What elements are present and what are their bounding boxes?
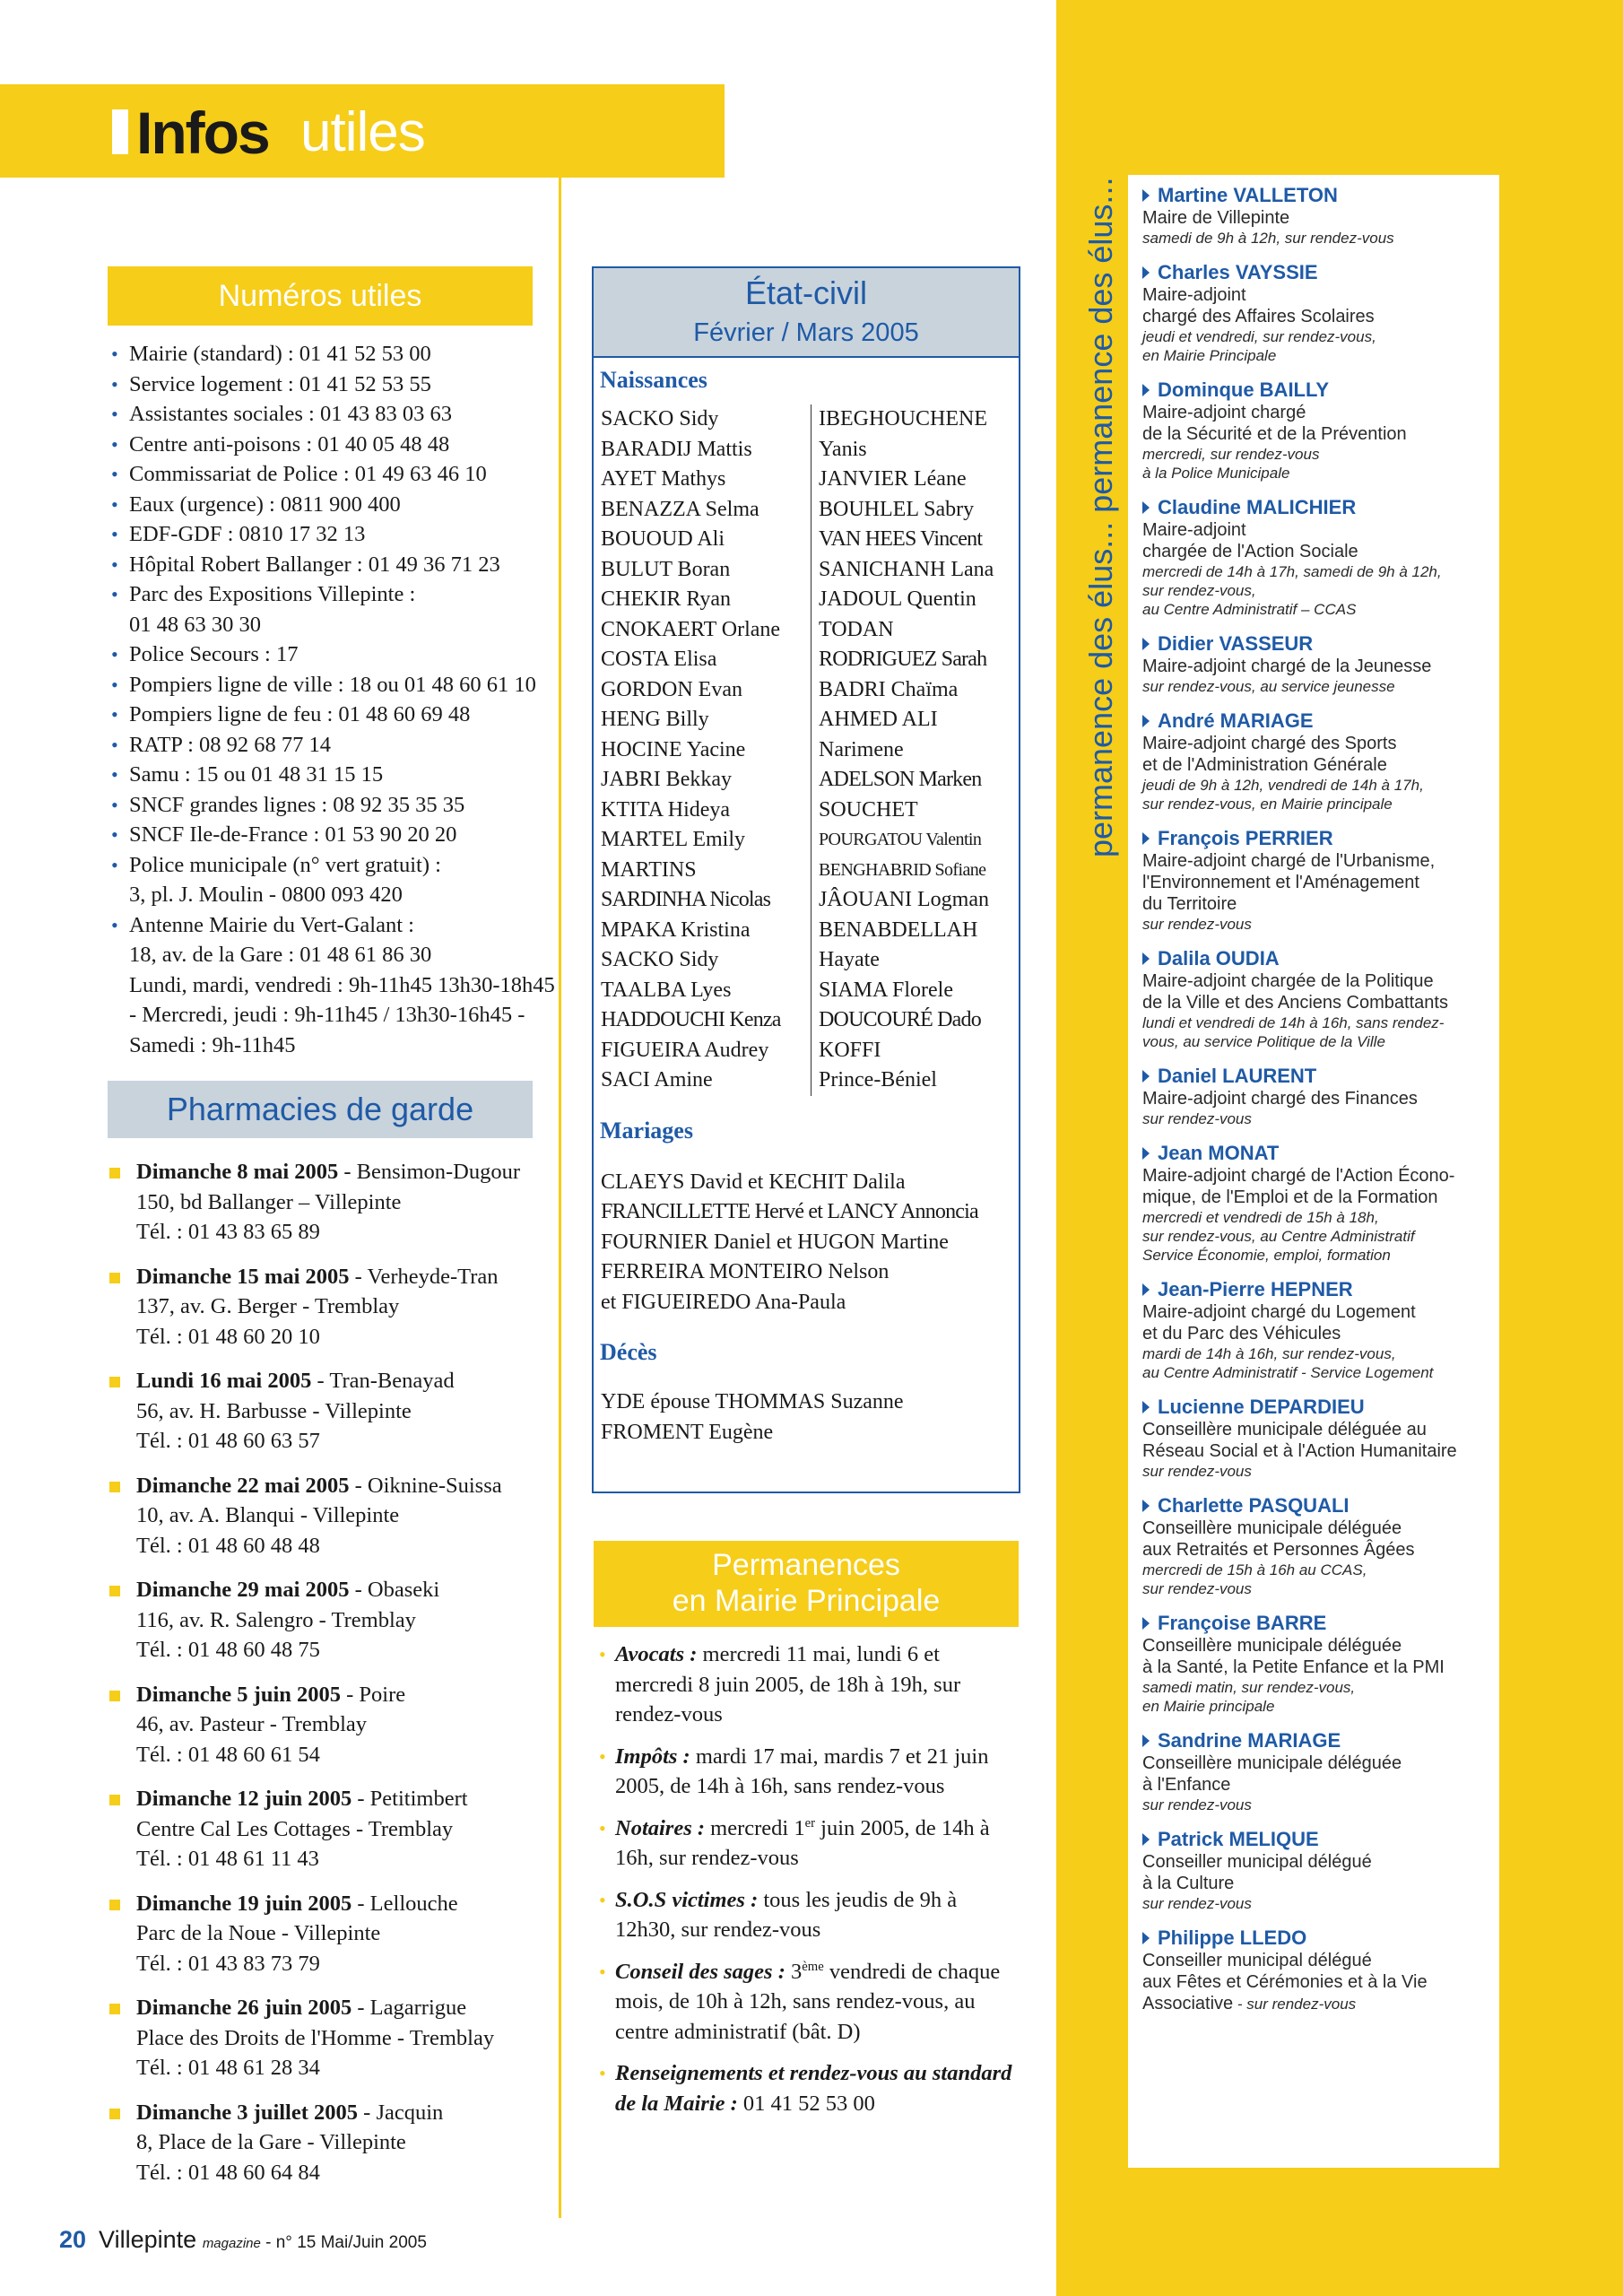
square-bullet-icon — [109, 1273, 120, 1283]
list-item: • Assistantes sociales : 01 43 83 03 63 — [109, 399, 558, 430]
mariages-list — [594, 1168, 1019, 1318]
square-bullet-icon — [109, 1377, 120, 1387]
pharmacy-tel: Tél. : 01 43 83 73 79 — [136, 1951, 320, 1976]
triangle-bullet-icon — [1142, 1070, 1150, 1083]
list-item: MARTEL Emily — [601, 828, 745, 851]
elu-item — [1142, 184, 1490, 248]
list-item: MARTINS — [601, 857, 697, 882]
list-item: BENABDELLAH — [819, 918, 978, 942]
permanence-label: Avocats : — [615, 1642, 698, 1666]
square-bullet-icon — [109, 2004, 120, 2014]
list-item: RODRIGUEZ Sarah — [819, 648, 987, 671]
permanence-text: 3 — [785, 1959, 803, 1984]
elu-schedule: samedi de 9h à 12h, sur rendez-vous — [1142, 230, 1394, 247]
pharmacy-name: - Jacquin — [358, 2100, 444, 2125]
list-item: VAN HEES Vincent — [819, 527, 983, 551]
numeros-utiles-title: Numéros utiles — [108, 266, 533, 326]
list-item: GORDON Evan — [601, 677, 742, 701]
list-item: AHMED ALI — [819, 708, 938, 731]
list-item: POURGATOU Valentin — [819, 830, 982, 849]
pharmacy-item — [109, 1262, 558, 1352]
pharmacy-date: Dimanche 15 mai 2005 — [136, 1264, 350, 1289]
permanences-title — [594, 1541, 1019, 1627]
permanences-list — [599, 1639, 1020, 2130]
list-item: HENG Billy — [601, 708, 709, 731]
list-item: CLAEYS David et KECHIT Dalila — [601, 1170, 906, 1194]
mariages-title: Mariages — [600, 1117, 693, 1144]
numeros-list — [109, 339, 558, 1060]
list-item: TAALBA Lyes — [601, 978, 732, 1002]
pharmacy-address: 10, av. A. Blanqui - Villepinte — [136, 1503, 400, 1527]
elu-name: Charlette PASQUALI — [1158, 1494, 1350, 1517]
etat-civil-title: État-civil — [744, 274, 868, 311]
list-item: Prince-Béniel — [819, 1068, 937, 1091]
list-item: HOCINE Yacine — [601, 737, 746, 761]
list-item: HADDOUCHI Kenza — [601, 1008, 781, 1031]
elu-name: Didier VASSEUR — [1158, 632, 1314, 655]
permanences-title-line2: en Mairie Principale — [672, 1584, 941, 1618]
list-item: JABRI Bekkay — [601, 768, 732, 791]
list-item: • Samu : 15 ou 01 48 31 15 15 — [109, 760, 558, 790]
list-item: BADRI Chaïma — [819, 677, 959, 701]
elu-name: Martine VALLETON — [1158, 184, 1338, 206]
naissances-columns — [594, 404, 1019, 1096]
list-item: BENAZZA Selma — [601, 497, 759, 521]
square-bullet-icon — [109, 1795, 120, 1805]
triangle-bullet-icon — [1142, 952, 1150, 965]
permanence-label: Conseil des sages : — [615, 1959, 785, 1984]
pharmacy-date: Dimanche 29 mai 2005 — [136, 1578, 350, 1602]
elu-schedule: jeudi de 9h à 12h, vendredi de 14h à 17h, sur rendez-vous, en Mairie principale — [1142, 777, 1424, 813]
header-banner — [0, 84, 725, 178]
list-item: FERREIRA MONTEIRO Nelson — [601, 1260, 890, 1283]
elu-role: Maire-adjoint chargée de l'Action Sociale — [1142, 520, 1358, 561]
pharmacy-date: Dimanche 19 juin 2005 — [136, 1891, 352, 1916]
pharmacy-item — [109, 1993, 558, 2083]
list-item: • Centre anti-poisons : 01 40 05 48 48 — [109, 430, 558, 460]
list-item: BULUT Boran — [601, 557, 731, 581]
pharmacy-date: Dimanche 26 juin 2005 — [136, 1996, 352, 2020]
elu-item — [1142, 1065, 1490, 1128]
elu-name: Dominque BAILLY — [1158, 378, 1330, 401]
list-item: SIAMA Florele — [819, 978, 953, 1002]
triangle-bullet-icon — [1142, 1735, 1150, 1747]
list-item: FROMENT Eugène — [601, 1420, 774, 1444]
list-item: • Pompiers ligne de ville : 18 ou 01 48 60 61 10 — [109, 670, 558, 700]
elu-item — [1142, 496, 1490, 619]
magazine-name: Villepinte — [99, 2226, 197, 2253]
elu-role: Maire-adjoint chargé des Finances — [1142, 1089, 1418, 1109]
elu-name: Charles VAYSSIE — [1158, 261, 1318, 283]
list-item: ADELSON Marken — [819, 768, 982, 791]
permanence-sup: er — [804, 1815, 816, 1831]
permanence-text: mercredi 11 mai, lundi 6 et mercredi 8 juin 2005, de 18h à 19h, sur rendez-vous — [615, 1642, 961, 1726]
list-item: BENGHABRID Sofiane — [819, 859, 986, 880]
elu-role: Maire-adjoint chargé de l'Action Écono- mique, de l'Emploi et de la Formation — [1142, 1166, 1455, 1207]
permanence-label: S.O.S victimes : — [615, 1887, 759, 1912]
triangle-bullet-icon — [1142, 501, 1150, 514]
triangle-bullet-icon — [1142, 1500, 1150, 1512]
square-bullet-icon — [109, 1586, 120, 1596]
list-item: Yanis — [819, 437, 867, 461]
elu-role: Conseiller municipal délégué à la Culture — [1142, 1852, 1372, 1893]
pharmacy-name: - Verheyde-Tran — [349, 1264, 499, 1289]
elu-schedule: - sur rendez-vous — [1233, 1996, 1357, 2013]
elu-schedule: mercredi de 15h à 16h au CCAS, sur rendez-vous — [1142, 1561, 1367, 1597]
list-item: SARDINHA Nicolas — [601, 888, 771, 911]
elu-schedule: sur rendez-vous — [1142, 1895, 1252, 1912]
list-item: KOFFI — [819, 1038, 881, 1062]
header-title-bold: Infos — [136, 100, 269, 166]
triangle-bullet-icon — [1142, 715, 1150, 727]
pharmacy-address: 116, av. R. Salengro - Tremblay — [136, 1607, 416, 1632]
elu-schedule: sur rendez-vous — [1142, 1110, 1252, 1127]
naissances-title: Naissances — [600, 367, 707, 393]
pharmacy-tel: Tél. : 01 48 60 48 48 — [136, 1533, 320, 1558]
pharmacy-name: - Bensimon-Dugour — [338, 1160, 521, 1184]
elu-role: Maire de Villepinte — [1142, 208, 1290, 228]
page-number: 20 — [59, 2226, 87, 2253]
list-item: • Antenne Mairie du Vert-Galant : 18, av. de la Gare : 01 48 61 86 30 Lundi, mardi, vendredi : 9h-11h45 13h30-18h45 - Mercredi, jeudi : 9h-11h45 / 13h30-16h45 - Samedi : 9h-11h45 — [109, 910, 558, 1061]
list-item: • SNCF grandes lignes : 08 92 35 35 35 — [109, 790, 558, 821]
list-item: SACKO Sidy — [601, 407, 719, 430]
list-item: • Mairie (standard) : 01 41 52 53 00 — [109, 339, 558, 370]
bullet-icon: • — [599, 1888, 606, 1911]
elu-schedule: sur rendez-vous, au service jeunesse — [1142, 678, 1395, 695]
pharmacy-date: Dimanche 12 juin 2005 — [136, 1787, 352, 1811]
elu-schedule: jeudi et vendredi, sur rendez-vous, en Mairie Principale — [1142, 328, 1376, 364]
triangle-bullet-icon — [1142, 1401, 1150, 1413]
pharmacy-name: - Poire — [341, 1682, 406, 1707]
pharmacy-tel: Tél. : 01 43 83 65 89 — [136, 1220, 320, 1244]
list-item: JÂOUANI Logman — [819, 888, 989, 911]
elu-name: Françoise BARRE — [1158, 1612, 1327, 1634]
triangle-bullet-icon — [1142, 384, 1150, 396]
pharmacy-name: - Tran-Benayad — [311, 1369, 455, 1393]
triangle-bullet-icon — [1142, 1147, 1150, 1160]
list-item: SOUCHET — [819, 797, 918, 822]
pharmacy-tel: Tél. : 01 48 60 64 84 — [136, 2160, 320, 2185]
permanences-title-line1: Permanences — [712, 1548, 900, 1582]
elu-name: Daniel LAURENT — [1158, 1065, 1317, 1087]
elu-item — [1142, 1926, 1490, 2014]
pharmacy-item — [109, 1575, 558, 1665]
elu-schedule: mardi de 14h à 16h, sur rendez-vous, au Centre Administratif - Service Logement — [1142, 1345, 1434, 1381]
bullet-icon: • — [599, 1816, 606, 1839]
pharmacy-date: Dimanche 8 mai 2005 — [136, 1160, 339, 1184]
pharmacy-tel: Tél. : 01 48 60 20 10 — [136, 1324, 320, 1349]
list-item: • Eaux (urgence) : 0811 900 400 — [109, 490, 558, 520]
list-item: • SNCF Ile-de-France : 01 53 90 20 20 — [109, 820, 558, 850]
list-item: SANICHANH Lana — [819, 557, 994, 581]
elu-item — [1142, 1729, 1490, 1814]
triangle-bullet-icon — [1142, 1283, 1150, 1296]
pharmacy-tel: Tél. : 01 48 61 28 34 — [136, 2056, 320, 2080]
permanence-text: mardi 17 mai, mardis 7 et 21 juin 2005, de 14h à 16h, sans rendez-vous — [615, 1744, 989, 1798]
elu-item — [1142, 1278, 1490, 1382]
list-item: SACI Amine — [601, 1068, 713, 1091]
list-item: COSTA Elisa — [601, 648, 717, 671]
elu-role: Conseiller municipal délégué aux Fêtes et Cérémonies et à la Vie Associative — [1142, 1951, 1428, 2013]
pharmacy-date: Dimanche 5 juin 2005 — [136, 1682, 342, 1707]
elu-schedule: samedi matin, sur rendez-vous, en Mairie principale — [1142, 1679, 1356, 1715]
elu-name: Dalila OUDIA — [1158, 947, 1280, 970]
elus-panel — [1128, 175, 1499, 2168]
elu-name: Claudine MALICHIER — [1158, 496, 1357, 518]
pharmacy-name: - Lagarrigue — [352, 1996, 467, 2020]
vertical-label: permanence des élus... permanence des élus... — [1082, 177, 1119, 857]
square-bullet-icon — [109, 2109, 120, 2119]
pharmacy-date: Lundi 16 mai 2005 — [136, 1369, 312, 1393]
elu-role: Maire-adjoint chargé de la Jeunesse — [1142, 657, 1432, 676]
elu-item — [1142, 827, 1490, 934]
pharmacy-address: Centre Cal Les Cottages - Tremblay — [136, 1816, 454, 1841]
pharmacy-tel: Tél. : 01 48 60 61 54 — [136, 1742, 320, 1767]
pharmacy-address: 8, Place de la Gare - Villepinte — [136, 2130, 406, 2154]
pharmacy-address: 150, bd Ballanger – Villepinte — [136, 1189, 402, 1214]
permanence-item — [599, 1639, 1020, 1730]
permanence-sup: ème — [802, 1959, 824, 1974]
permanence-text: juin 2005, de 14h à 16h, sur rendez-vous — [615, 1815, 990, 1870]
list-item: • Police municipale (n° vert gratuit) : 3, pl. J. Moulin - 0800 093 420 — [109, 850, 558, 910]
pharmacy-item — [109, 1889, 558, 1979]
list-item: • EDF-GDF : 0810 17 32 13 — [109, 519, 558, 550]
permanence-item — [599, 1813, 1020, 1874]
elu-schedule: sur rendez-vous — [1142, 1463, 1252, 1480]
pharmacy-tel: Tél. : 01 48 61 11 43 — [136, 1847, 319, 1871]
list-item: FIGUEIRA Audrey — [601, 1038, 769, 1062]
elu-item — [1142, 1828, 1490, 1913]
pharmacy-name: - Oiknine-Suissa — [349, 1473, 502, 1498]
list-item: BARADIJ Mattis — [601, 437, 752, 461]
pharmacy-item — [109, 1157, 558, 1248]
list-item: KTITA Hideya — [601, 797, 731, 822]
pharmacies-list — [109, 1157, 558, 2202]
list-item: TODAN — [819, 617, 894, 641]
footer — [59, 2226, 427, 2254]
elu-item — [1142, 709, 1490, 813]
elu-name: Lucienne DEPARDIEU — [1158, 1396, 1365, 1418]
issue-info: - n° 15 Mai/Juin 2005 — [260, 2233, 427, 2252]
pharmacy-address: 56, av. H. Barbusse - Villepinte — [136, 1398, 412, 1423]
bullet-icon: • — [599, 2062, 606, 2084]
list-item: • Service logement : 01 41 52 53 55 — [109, 370, 558, 400]
pharmacy-item — [109, 1784, 558, 1874]
elu-role: Maire-adjoint chargé du Logement et du Parc des Véhicules — [1142, 1302, 1416, 1344]
pharmacy-tel: Tél. : 01 48 60 48 75 — [136, 1638, 320, 1662]
bullet-icon: • — [599, 1643, 606, 1665]
square-bullet-icon — [109, 1482, 120, 1492]
elu-schedule: mercredi, sur rendez-vous à la Police Municipale — [1142, 446, 1320, 482]
deces-list — [594, 1387, 1019, 1448]
list-item: DOUCOURÉ Dado — [819, 1008, 981, 1031]
etat-civil-box — [592, 266, 1020, 1493]
naissances-col1 — [601, 404, 811, 1096]
list-item: JADOUL Quentin — [819, 587, 976, 611]
list-item: CNOKAERT Orlane — [601, 617, 781, 641]
elu-item — [1142, 261, 1490, 365]
elu-schedule: sur rendez-vous — [1142, 1796, 1252, 1813]
elu-schedule: sur rendez-vous — [1142, 916, 1252, 933]
deces-title: Décès — [600, 1339, 657, 1365]
elu-name: Philippe LLEDO — [1158, 1926, 1307, 1949]
triangle-bullet-icon — [1142, 1833, 1150, 1846]
elu-name: Jean MONAT — [1158, 1142, 1280, 1164]
permanence-text: tous les jeudis de 9h à 12h30, sur rendez-vous — [615, 1887, 958, 1942]
square-bullet-icon — [109, 1900, 120, 1910]
list-item: • Pompiers ligne de feu : 01 48 60 69 48 — [109, 700, 558, 730]
magazine-label: magazine — [202, 2236, 261, 2251]
pharmacy-date: Dimanche 3 juillet 2005 — [136, 2100, 359, 2125]
pharmacy-item — [109, 1680, 558, 1770]
permanence-text: mercredi 1 — [705, 1815, 805, 1840]
triangle-bullet-icon — [1142, 266, 1150, 279]
list-item: et FIGUEIREDO Ana-Paula — [601, 1290, 846, 1314]
pharmacy-address: 46, av. Pasteur - Tremblay — [136, 1712, 367, 1736]
elu-name: Sandrine MARIAGE — [1158, 1729, 1341, 1752]
pharmacy-item — [109, 1366, 558, 1457]
elu-role: Maire-adjoint chargé des Affaires Scolaires — [1142, 285, 1375, 326]
pharmacy-name: - Obaseki — [349, 1578, 440, 1602]
elu-item — [1142, 1142, 1490, 1265]
list-item: • Police Secours : 17 — [109, 639, 558, 670]
list-item: SACKO Sidy — [601, 948, 719, 971]
pharmacy-tel: Tél. : 01 48 60 63 57 — [136, 1429, 320, 1453]
elu-role: Maire-adjoint chargé de la Sécurité et de la Prévention — [1142, 403, 1407, 444]
permanence-item — [599, 2058, 1020, 2118]
elu-item — [1142, 1612, 1490, 1716]
elu-item — [1142, 947, 1490, 1051]
pharmacy-item — [109, 2098, 558, 2188]
permanence-text: vendredi de chaque mois, de 10h à 12h, sans rendez-vous, au centre administratif (bât. D) — [615, 1959, 1001, 2044]
elu-role: Maire-adjoint chargé de l'Urbanisme, l'Environnement et l'Aménagement du Territoire — [1142, 851, 1436, 914]
list-item: • Parc des Expositions Villepinte : 01 48 63 30 30 — [109, 579, 558, 639]
elu-role: Conseillère municipale déléguée à la Santé, la Petite Enfance et la PMI — [1142, 1636, 1445, 1677]
triangle-bullet-icon — [1142, 1617, 1150, 1630]
permanence-label: Impôts : — [615, 1744, 690, 1769]
permanence-label: Renseignements et rendez-vous au standard de la Mairie : — [615, 2061, 1012, 2116]
list-item: • Commissariat de Police : 01 49 63 46 10 — [109, 459, 558, 490]
pharmacy-address: Parc de la Noue - Villepinte — [136, 1921, 381, 1945]
pharmacy-date: Dimanche 22 mai 2005 — [136, 1473, 350, 1498]
list-item: CHEKIR Ryan — [601, 587, 732, 611]
header-title-light: utiles — [300, 101, 425, 163]
list-item: FRANCILLETTE Hervé et LANCY Annoncia — [601, 1200, 978, 1223]
triangle-bullet-icon — [1142, 832, 1150, 845]
elu-item — [1142, 378, 1490, 483]
pharmacy-address: Place des Droits de l'Homme - Tremblay — [136, 2025, 495, 2050]
triangle-bullet-icon — [1142, 189, 1150, 202]
elu-role: Maire-adjoint chargée de la Politique de la Ville et des Anciens Combattants — [1142, 971, 1448, 1013]
permanence-text: 01 41 52 53 00 — [737, 2091, 875, 2116]
elu-name: Jean-Pierre HEPNER — [1158, 1278, 1353, 1300]
column-divider — [559, 178, 561, 2218]
list-item: FOURNIER Daniel et HUGON Martine — [601, 1230, 949, 1254]
list-item: JANVIER Léane — [819, 467, 967, 491]
header-bar — [112, 109, 128, 154]
naissances-col2 — [811, 404, 1015, 1096]
elu-item — [1142, 632, 1490, 696]
etat-civil-period: Février / Mars 2005 — [693, 318, 919, 347]
elu-role: Maire-adjoint chargé des Sports et de l'Administration Générale — [1142, 734, 1397, 775]
square-bullet-icon — [109, 1168, 120, 1178]
list-item: YDE épouse THOMMAS Suzanne — [601, 1390, 904, 1413]
elu-name: Patrick MELIQUE — [1158, 1828, 1319, 1850]
elu-role: Conseillère municipale déléguée aux Retraités et Personnes Âgées — [1142, 1518, 1415, 1560]
elu-schedule: lundi et vendredi de 14h à 16h, sans rendez- vous, au service Politique de la Ville — [1142, 1014, 1445, 1050]
list-item: BOUHLEL Sabry — [819, 497, 975, 521]
pharmacy-item — [109, 1471, 558, 1561]
elu-schedule: mercredi de 14h à 17h, samedi de 9h à 12h, sur rendez-vous, au Centre Administratif – CCAS — [1142, 563, 1442, 618]
bullet-icon: • — [599, 1744, 606, 1768]
elu-item — [1142, 1494, 1490, 1598]
elu-name: François PERRIER — [1158, 827, 1333, 849]
list-item: MPAKA Kristina — [601, 918, 751, 942]
triangle-bullet-icon — [1142, 638, 1150, 650]
pharmacies-title: Pharmacies de garde — [108, 1081, 533, 1138]
permanence-item — [599, 1742, 1020, 1802]
elu-item — [1142, 1396, 1490, 1481]
list-item: • RATP : 08 92 68 77 14 — [109, 730, 558, 761]
permanence-item — [599, 1885, 1020, 1945]
list-item: AYET Mathys — [601, 467, 726, 491]
pharmacy-name: - Petitimbert — [352, 1787, 468, 1811]
triangle-bullet-icon — [1142, 1932, 1150, 1944]
elu-schedule: mercredi et vendredi de 15h à 18h, sur rendez-vous, au Centre Administratif Service Économie, emploi, formation — [1142, 1209, 1415, 1264]
permanence-label: Notaires : — [615, 1815, 706, 1840]
elu-role: Conseillère municipale déléguée à l'Enfance — [1142, 1753, 1402, 1795]
etat-civil-header — [594, 268, 1019, 358]
list-item: Hayate — [819, 948, 880, 971]
list-item: IBEGHOUCHENE — [819, 407, 987, 430]
bullet-icon: • — [599, 1960, 606, 1983]
list-item: BOUOUD Ali — [601, 527, 725, 551]
list-item: • Hôpital Robert Ballanger : 01 49 36 71 23 — [109, 550, 558, 580]
elu-role: Conseillère municipale déléguée au Réseau Social et à l'Action Humanitaire — [1142, 1420, 1457, 1461]
square-bullet-icon — [109, 1691, 120, 1701]
pharmacy-name: - Lellouche — [352, 1891, 458, 1916]
elu-name: André MARIAGE — [1158, 709, 1314, 732]
list-item: Narimene — [819, 737, 904, 761]
pharmacy-address: 137, av. G. Berger - Tremblay — [136, 1294, 400, 1318]
permanence-item — [599, 1957, 1020, 2048]
